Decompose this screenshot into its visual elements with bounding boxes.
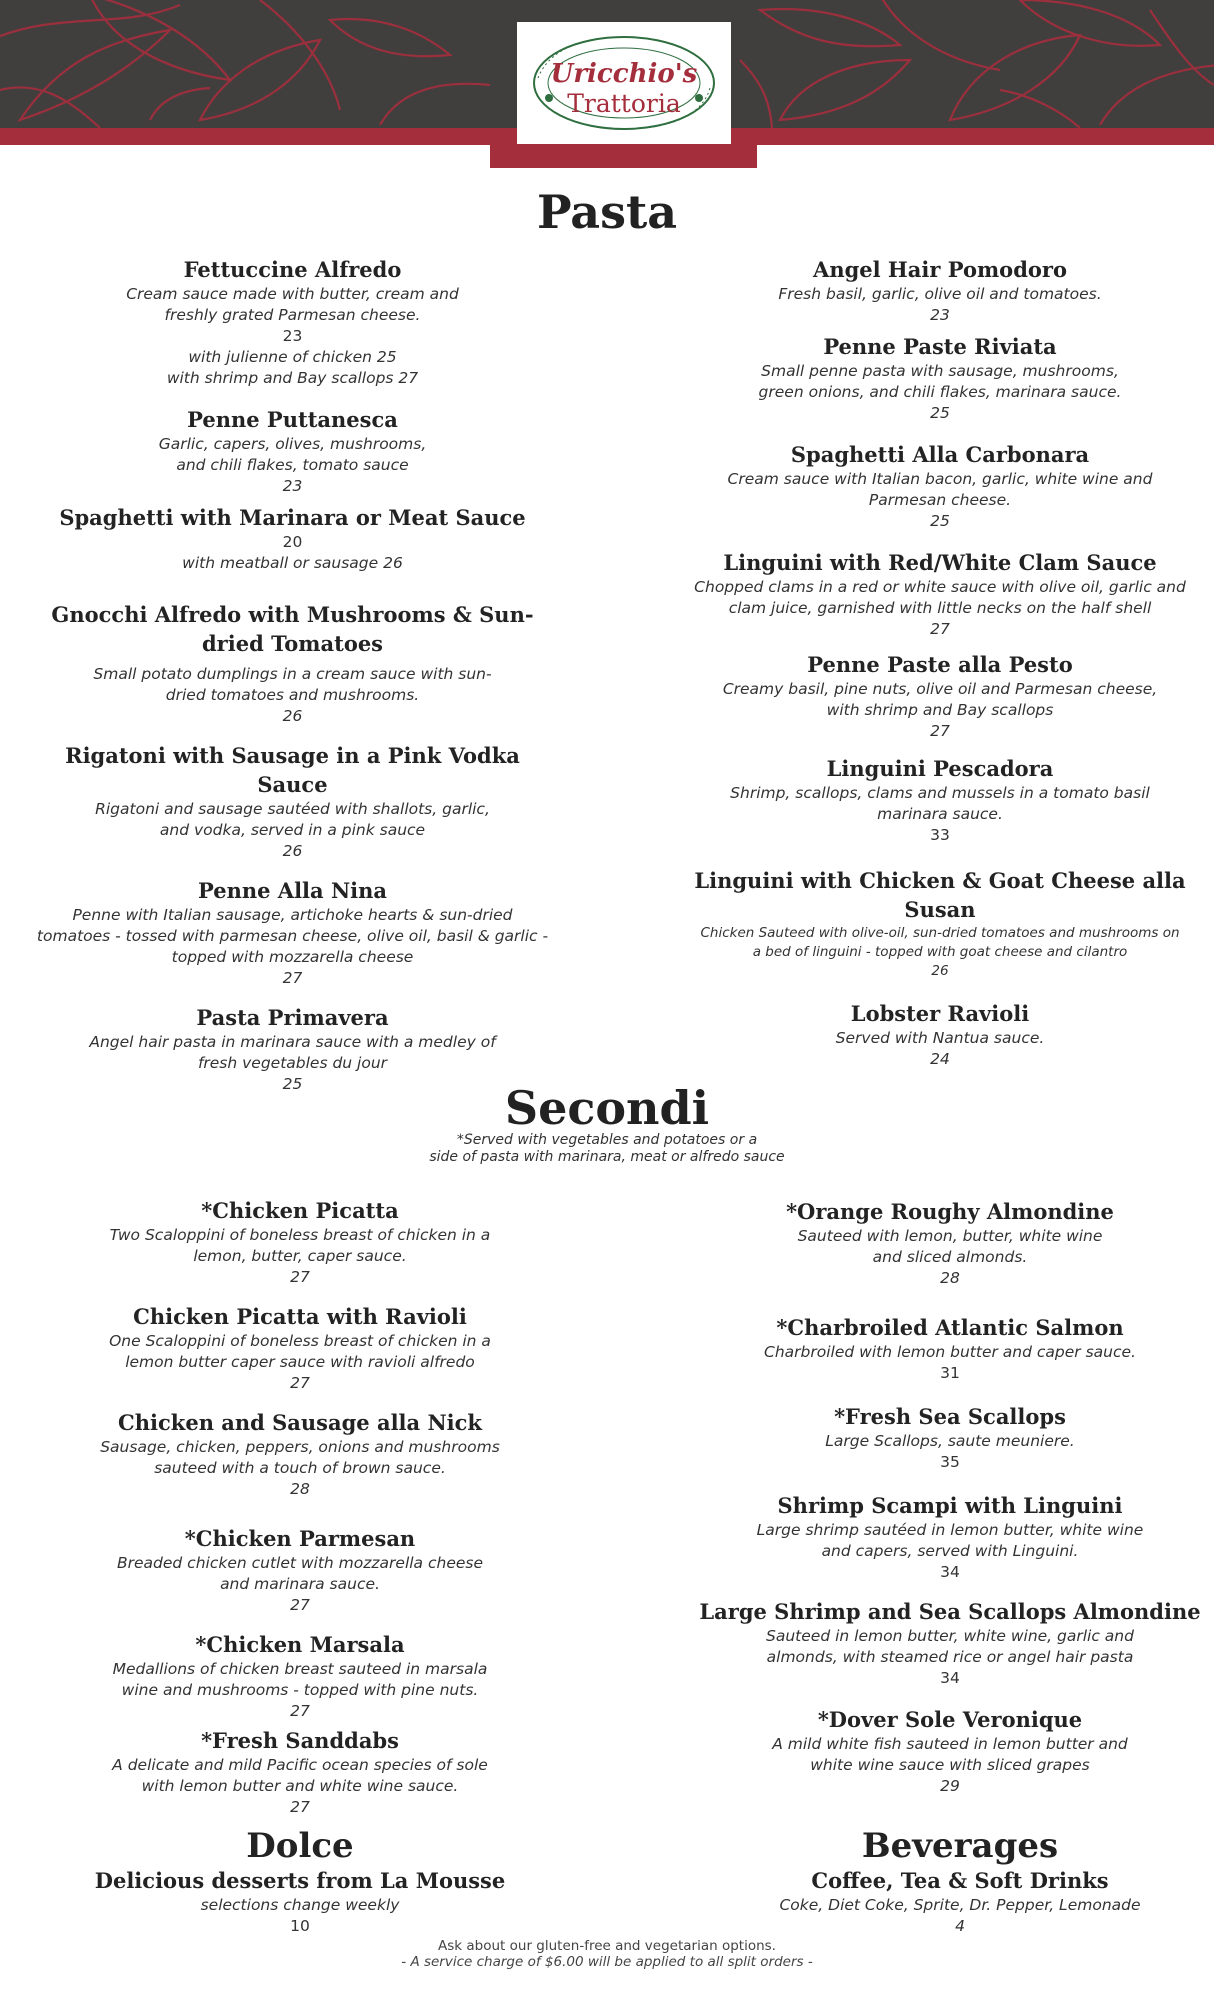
item-name: Penne Paste alla Pesto (807, 652, 1073, 677)
item-desc: with shrimp and Bay scallops (826, 701, 1054, 719)
beverages-title: Beverages (861, 1826, 1059, 1866)
menu-item (680, 548, 1200, 640)
footer-service-charge-note: - A service charge of $6.00 will be applied to all split orders - (401, 1954, 813, 1970)
item-price: 34 (940, 1669, 960, 1687)
item-price: 25 (282, 1075, 303, 1093)
menu-item (680, 332, 1200, 424)
menu-item (40, 1630, 560, 1722)
menu-item (30, 405, 555, 497)
item-name: *Fresh Sanddabs (201, 1728, 399, 1753)
item-desc: Chicken Sauteed with olive-oil, sun-dried tomatoes and mushrooms on (700, 925, 1180, 941)
item-name: Susan (904, 897, 976, 922)
item-price: 28 (940, 1269, 960, 1287)
item-desc: Sauteed with lemon, butter, white wine (797, 1227, 1103, 1245)
item-desc: almonds, with steamed rice or angel hair pasta (766, 1648, 1134, 1666)
item-desc: and chili flakes, tomato sauce (176, 456, 409, 474)
item-desc: Two Scaloppini of boneless breast of chicken in a (109, 1226, 491, 1244)
item-desc: and capers, served with Linguini. (821, 1542, 1079, 1560)
menu-item (40, 1524, 560, 1616)
item-price: 10 (290, 1917, 310, 1935)
pasta-title: Pasta (536, 185, 678, 239)
logo (517, 22, 731, 144)
menu-item (690, 1491, 1210, 1583)
uricchios-trattoria-logo (517, 22, 731, 144)
item-price: 23 (282, 327, 303, 345)
item-desc: Chopped clams in a red or white sauce with olive oil, garlic and (694, 578, 1186, 596)
menu-item (30, 876, 555, 989)
secondi-note-line: side of pasta with marinara, meat or alfredo sauce (429, 1149, 785, 1165)
item-name: Rigatoni with Sausage in a Pink Vodka Sauce (65, 743, 520, 797)
item-price: 29 (940, 1777, 960, 1795)
menu-item (30, 741, 555, 862)
item-desc: selections change weekly (200, 1896, 400, 1914)
pasta-left-column (30, 255, 555, 1095)
item-desc: Penne with Italian sausage, artichoke hearts & sun-dried (72, 906, 513, 924)
item-price: 23 (282, 477, 303, 495)
item-desc: A delicate and mild Pacific ocean species of sole (112, 1756, 488, 1774)
item-name: *Dover Sole Veronique (817, 1707, 1083, 1732)
secondi-right-column (690, 1197, 1210, 1797)
item-name: Spaghetti Alla Carbonara (790, 442, 1090, 467)
dolce-title: Dolce (246, 1826, 354, 1866)
menu-item (680, 650, 1200, 742)
secondi-left-column (40, 1196, 560, 1818)
item-desc: marinara sauce. (877, 805, 1003, 823)
item-price: 27 (290, 1596, 310, 1614)
menu-item (680, 866, 1200, 981)
menu-item (40, 1408, 560, 1500)
item-desc: Coke, Diet Coke, Sprite, Dr. Pepper, Lemonade (779, 1896, 1141, 1914)
menu-item (680, 255, 1200, 326)
item-name: Delicious desserts from La Mousse (94, 1868, 506, 1893)
item-desc: Cream sauce made with butter, cream and (126, 285, 459, 303)
item-name: Lobster Ravioli (850, 1001, 1030, 1026)
dolce-section (40, 1826, 560, 1937)
item-name: Shrimp Scampi with Linguini (777, 1493, 1123, 1518)
secondi-note-line: *Served with vegetables and potatoes or a (456, 1132, 758, 1148)
item-desc: Creamy basil, pine nuts, olive oil and Parmesan cheese, (722, 680, 1158, 698)
beverages-section (700, 1826, 1214, 1937)
item-desc: wine and mushrooms - topped with pine nuts. (121, 1681, 479, 1699)
secondi-note (0, 1132, 1214, 1166)
item-desc: freshly grated Parmesan cheese. (164, 306, 421, 324)
item-name: *Fresh Sea Scallops (834, 1404, 1066, 1429)
item-desc: One Scaloppini of boneless breast of chicken in a (109, 1332, 491, 1350)
item-desc: sauteed with a touch of brown sauce. (154, 1459, 446, 1477)
item-desc: Parmesan cheese. (868, 491, 1012, 509)
item-name: Chicken Picatta with Ravioli (133, 1304, 467, 1329)
item-desc: Angel hair pasta in marinara sauce with a medley of (89, 1033, 496, 1051)
svg-text:Trattoria: Trattoria (567, 89, 681, 118)
item-price: 25 (930, 404, 950, 422)
item-desc: Large shrimp sautéed in lemon butter, white wine (756, 1521, 1144, 1539)
item-desc: Cream sauce with Italian bacon, garlic, white wine and (727, 470, 1153, 488)
item-desc: and marinara sauce. (220, 1575, 380, 1593)
secondi-title: Secondi (504, 1081, 710, 1135)
menu-item (690, 1705, 1210, 1797)
item-price: 26 (931, 963, 949, 979)
menu-item (690, 1402, 1210, 1473)
item-name: *Chicken Parmesan (184, 1526, 416, 1551)
item-desc: Small potato dumplings in a cream sauce with sun- (93, 665, 492, 683)
item-price: 25 (930, 512, 950, 530)
item-name: Fettuccine Alfredo (183, 257, 402, 282)
menu-item (680, 754, 1200, 846)
item-name: Chicken and Sausage alla Nick (118, 1410, 482, 1435)
item-desc: topped with mozzarella cheese (171, 948, 414, 966)
item-price: 35 (940, 1453, 960, 1471)
item-desc: and sliced almonds. (872, 1248, 1028, 1266)
item-price: 27 (290, 1268, 310, 1286)
item-desc: Sausage, chicken, peppers, onions and mushrooms (100, 1438, 500, 1456)
item-price: 23 (930, 306, 950, 324)
item-price: 27 (930, 722, 950, 740)
footer (0, 1938, 1214, 1970)
item-name: *Charbroiled Atlantic Salmon (776, 1315, 1124, 1340)
item-name: dried Tomatoes (201, 631, 384, 656)
item-desc: Sauteed in lemon butter, white wine, garlic and (766, 1627, 1134, 1645)
item-name: Angel Hair Pomodoro (813, 257, 1067, 282)
item-name: Linguini with Chicken & Goat Cheese alla (694, 868, 1186, 893)
item-desc: Shrimp, scallops, clams and mussels in a tomato basil (730, 784, 1150, 802)
item-name: Gnocchi Alfredo with Mushrooms & Sun- (51, 602, 534, 627)
menu-item (690, 1313, 1210, 1384)
item-name: *Chicken Marsala (195, 1632, 405, 1657)
item-name: Coffee, Tea & Soft Drinks (811, 1868, 1109, 1893)
item-price: 34 (940, 1563, 960, 1581)
item-desc: Large Scallops, saute meuniere. (825, 1432, 1075, 1450)
item-desc: a bed of linguini - topped with goat cheese and cilantro (752, 944, 1128, 960)
item-desc: Breaded chicken cutlet with mozzarella cheese (116, 1554, 484, 1572)
item-price: 26 (282, 842, 303, 860)
item-price: 31 (940, 1364, 960, 1382)
item-desc: lemon butter caper sauce with ravioli alfredo (125, 1353, 475, 1371)
item-price: 27 (282, 969, 303, 987)
item-desc: clam juice, garnished with little necks on the half shell (728, 599, 1152, 617)
menu-item (40, 1726, 560, 1818)
item-name: Pasta Primavera (196, 1005, 389, 1030)
item-price: 27 (930, 620, 950, 638)
item-price: 20 (282, 533, 303, 551)
item-desc: Medallions of chicken breast sauteed in marsala (112, 1660, 488, 1678)
item-name: Large Shrimp and Sea Scallops Almondine (699, 1599, 1201, 1624)
item-name: Penne Puttanesca (187, 407, 398, 432)
menu-item (40, 1196, 560, 1288)
item-option: with julienne of chicken 25 (188, 348, 397, 366)
item-desc: with lemon butter and white wine sauce. (141, 1777, 459, 1795)
item-desc: dried tomatoes and mushrooms. (165, 686, 420, 704)
item-desc: tomatoes - tossed with parmesan cheese, olive oil, basil & garlic - (36, 927, 549, 945)
menu-item (690, 1597, 1210, 1689)
item-price: 26 (282, 707, 303, 725)
menu-item (30, 600, 555, 727)
item-price: 27 (290, 1702, 310, 1720)
item-price: 28 (290, 1480, 310, 1498)
item-desc: lemon, butter, caper sauce. (193, 1247, 407, 1265)
item-desc: Small penne pasta with sausage, mushrooms, (761, 362, 1119, 380)
menu-item (680, 440, 1200, 532)
item-desc: white wine sauce with sliced grapes (810, 1756, 1090, 1774)
menu-item (30, 255, 555, 389)
item-desc: Rigatoni and sausage sautéed with shallots, garlic, (95, 800, 490, 818)
item-option: with meatball or sausage 26 (182, 554, 403, 572)
item-price: 33 (930, 826, 950, 844)
footer-dietary-note: Ask about our gluten-free and vegetarian options. (438, 1938, 776, 1954)
item-price: 24 (930, 1050, 950, 1068)
item-option: with shrimp and Bay scallops 27 (166, 369, 419, 387)
item-name: *Orange Roughy Almondine (786, 1199, 1114, 1224)
item-name: *Chicken Picatta (201, 1198, 399, 1223)
menu-item (680, 999, 1200, 1070)
pasta-right-column (680, 255, 1200, 1070)
item-name: Linguini with Red/White Clam Sauce (723, 550, 1157, 575)
item-desc: A mild white fish sauteed in lemon butter and (772, 1735, 1128, 1753)
item-name: Penne Alla Nina (197, 878, 387, 903)
item-price: 4 (955, 1917, 965, 1935)
item-desc: fresh vegetables du jour (197, 1054, 388, 1072)
svg-text:Uricchio's: Uricchio's (550, 59, 698, 89)
item-price: 27 (290, 1374, 310, 1392)
item-name: Spaghetti with Marinara or Meat Sauce (59, 505, 526, 530)
item-name: Penne Paste Riviata (823, 334, 1057, 359)
item-desc: Garlic, capers, olives, mushrooms, (158, 435, 427, 453)
menu-item (40, 1302, 560, 1394)
menu-item (690, 1197, 1210, 1289)
item-desc: Fresh basil, garlic, olive oil and tomatoes. (778, 285, 1102, 303)
item-name: Linguini Pescadora (826, 756, 1054, 781)
item-desc: Served with Nantua sauce. (835, 1029, 1045, 1047)
item-desc: green onions, and chili flakes, marinara sauce. (758, 383, 1122, 401)
logo-tab (490, 140, 757, 168)
item-price: 27 (290, 1798, 310, 1816)
menu-item (30, 503, 555, 574)
item-desc: and vodka, served in a pink sauce (159, 821, 426, 839)
item-desc: Charbroiled with lemon butter and caper sauce. (764, 1343, 1136, 1361)
